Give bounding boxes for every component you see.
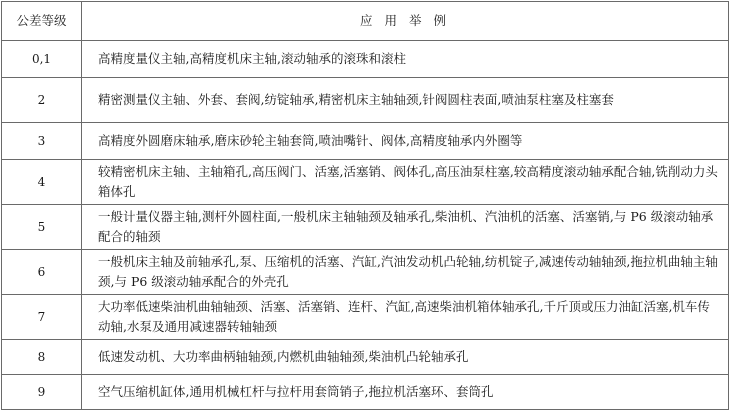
tolerance-table-page — [0, 1, 730, 408]
application-cell: 一般计量仪器主轴,测杆外圆柱面,一般机床主轴轴颈及轴承孔,柴油机、汽油机的活塞、活塞销,与 P6 级滚动轴承配合的轴颈 — [82, 205, 729, 250]
table-row — [2, 78, 729, 123]
table-row — [2, 375, 729, 410]
application-cell: 一般机床主轴及前轴承孔,泵、压缩机的活塞、汽缸,汽油发动机凸轮轴,纺机锭子,减速传动轴轴颈,拖拉机曲轴主轴颈,与 P6 级滚动轴承配合的外壳孔 — [82, 250, 729, 295]
header-tolerance-grade: 公差等级 — [2, 2, 82, 41]
header-application-examples: 应 用 举 例 — [82, 2, 729, 41]
grade-cell: 3 — [2, 123, 82, 160]
table-row — [2, 250, 729, 295]
application-cell: 精密测量仪主轴、外套、套阀,纺锭轴承,精密机床主轴轴颈,针阀圆柱表面,喷油泵柱塞及柱塞套 — [82, 78, 729, 123]
table-row — [2, 295, 729, 340]
application-cell: 较精密机床主轴、主轴箱孔,高压阀门、活塞,活塞销、阀体孔,高压油泵柱塞,较高精度滚动轴承配合轴,铣削动力头箱体孔 — [82, 160, 729, 205]
table-row — [2, 340, 729, 375]
grade-cell: 4 — [2, 160, 82, 205]
table-row — [2, 41, 729, 78]
table-row — [2, 205, 729, 250]
application-cell: 低速发动机、大功率曲柄轴轴颈,内燃机曲轴轴颈,柴油机凸轮轴承孔 — [82, 340, 729, 375]
grade-cell: 6 — [2, 250, 82, 295]
table-header-row — [2, 2, 729, 41]
application-cell: 空气压缩机缸体,通用机械杠杆与拉杆用套筒销子,拖拉机活塞环、套筒孔 — [82, 375, 729, 410]
tolerance-application-table — [1, 1, 729, 410]
application-cell: 高精度外圆磨床轴承,磨床砂轮主轴套筒,喷油嘴针、阀体,高精度轴承内外圈等 — [82, 123, 729, 160]
table-row — [2, 123, 729, 160]
grade-cell: 0,1 — [2, 41, 82, 78]
table-row — [2, 160, 729, 205]
grade-cell: 5 — [2, 205, 82, 250]
application-cell: 大功率低速柴油机曲轴轴颈、活塞、活塞销、连杆、汽缸,高速柴油机箱体轴承孔,千斤顶或压力油缸活塞,机车传动轴,水泵及通用减速器转轴轴颈 — [82, 295, 729, 340]
grade-cell: 9 — [2, 375, 82, 410]
grade-cell: 2 — [2, 78, 82, 123]
grade-cell: 8 — [2, 340, 82, 375]
application-cell: 高精度量仪主轴,高精度机床主轴,滚动轴承的滚珠和滚柱 — [82, 41, 729, 78]
grade-cell: 7 — [2, 295, 82, 340]
